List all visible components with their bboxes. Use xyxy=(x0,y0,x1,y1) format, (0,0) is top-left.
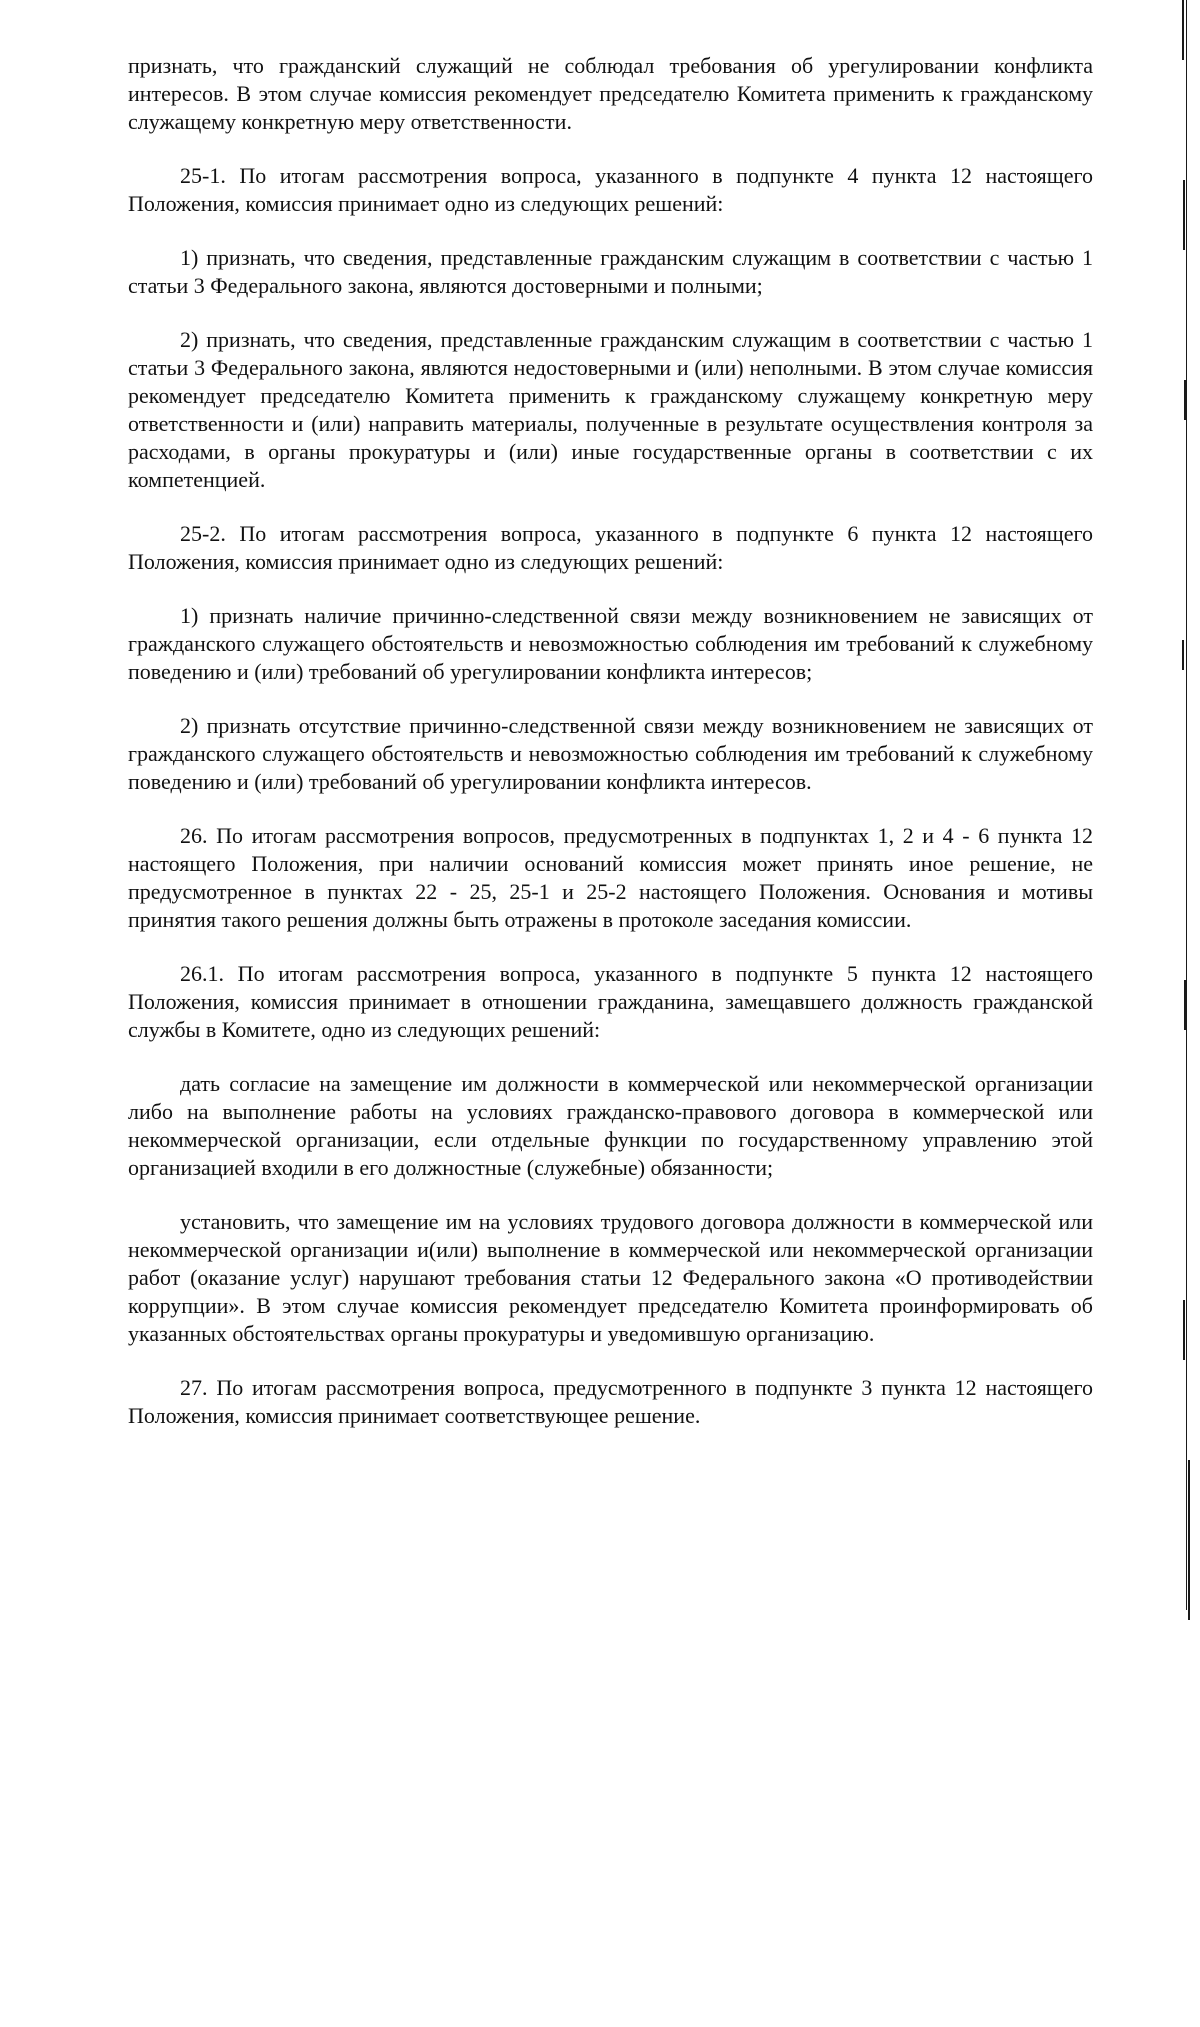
paragraph-27: 27. По итогам рассмотрения вопроса, предусмотренного в подпункте 3 пункта 12 настоящего Положения, комиссия принимает соответствующее решение. xyxy=(128,1375,1093,1428)
paragraph-25-1-item-2: 2) признать, что сведения, представленные гражданским служащим в соответствии с частью 1 статьи 3 Федерального закона, являются недостоверными и (или) неполными. В этом случае комиссия рекомендует председателю Комитета применить к гражданскому служащему конкретную меру ответственности и (или) направить материалы, полученные в результате осуществления контроля за расходами, в органы прокуратуры и (или) иные государственные органы в соответствии с их компетенцией. xyxy=(128,327,1093,492)
paragraph-26-1-option-violation: установить, что замещение им на условиях трудового договора должности в коммерческой или некоммерческой организации и(или) выполнение в коммерческой или некоммерческой организации работ (оказание услуг) нарушают требования статьи 12 Федерального закона «О противодействии коррупции». В этом случае комиссия рекомендует председателю Комитета проинформировать об указанных обстоятельствах органы прокуратуры и уведомившую организацию. xyxy=(128,1209,1093,1346)
paragraph-26-1-option-consent: дать согласие на замещение им должности в коммерческой или некоммерческой организации либо на выполнение работы на условиях гражданско-правового договора в коммерческой или некоммерческой организации, если отдельные функции по государственному управлению этой организацией входили в его должностные (служебные) обязанности; xyxy=(128,1071,1093,1180)
paragraph-25-2-item-1: 1) признать наличие причинно-следственной связи между возникновением не зависящих от гражданского служащего обстоятельств и невозможностью соблюдения им требований к служебному поведению и (или) требований об урегулировании конфликта интересов; xyxy=(128,603,1093,684)
paragraph-25-2: 25-2. По итогам рассмотрения вопроса, указанного в подпункте 6 пункта 12 настоящего Положения, комиссия принимает одно из следующих решений: xyxy=(128,521,1093,574)
paragraph-25-1: 25-1. По итогам рассмотрения вопроса, указанного в подпункте 4 пункта 12 настоящего Положения, комиссия принимает одно из следующих решений: xyxy=(128,163,1093,216)
paragraph-25-2-item-2: 2) признать отсутствие причинно-следственной связи между возникновением не зависящих от гражданского служащего обстоятельств и невозможностью соблюдения им требований к служебному поведению и (или) требований об урегулировании конфликта интересов. xyxy=(128,713,1093,794)
scan-edge-artifact xyxy=(1180,0,1200,1620)
document-body xyxy=(128,52,1093,1456)
paragraph-26-1: 26.1. По итогам рассмотрения вопроса, указанного в подпункте 5 пункта 12 настоящего Положения, комиссия принимает в отношении гражданина, замещавшего должность гражданской службы в Комитете, одно из следующих решений: xyxy=(128,961,1093,1042)
paragraph-25-1-item-1: 1) признать, что сведения, представленные гражданским служащим в соответствии с частью 1 статьи 3 Федерального закона, являются достоверными и полными; xyxy=(128,245,1093,298)
paragraph-26: 26. По итогам рассмотрения вопросов, предусмотренных в подпунктах 1, 2 и 4 - 6 пункта 12 настоящего Положения, при наличии оснований комиссия может принять иное решение, не предусмотренное в пунктах 22 - 25, 25-1 и 25-2 настоящего Положения. Основания и мотивы принятия такого решения должны быть отражены в протоколе заседания комиссии. xyxy=(128,823,1093,932)
paragraph-24-continuation: признать, что гражданский служащий не соблюдал требования об урегулировании конфликта интересов. В этом случае комиссия рекомендует председателю Комитета применить к гражданскому служащему конкретную меру ответственности. xyxy=(128,53,1093,134)
